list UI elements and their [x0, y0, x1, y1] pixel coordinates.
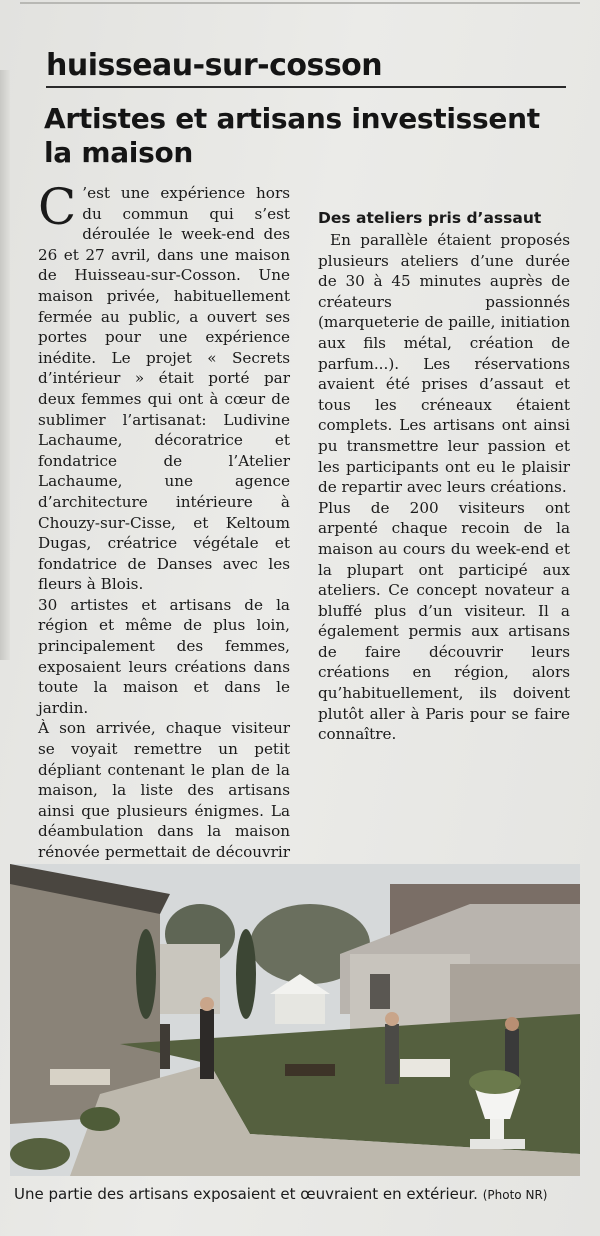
paragraph-arrival: À son arrivée, chaque visiteur se voyait remettre un petit dépliant contenant le plan de la maison, la liste des artisans ainsi que plusieurs énigmes. La déambulation dans la maison rénovée permettait de découvrir	[38, 719, 290, 861]
section-title: huisseau-sur-cosson	[46, 48, 383, 83]
paragraph-intro-text: ’est une expérience hors du commun qui s’est déroulée le week-end des 26 et 27 avril, dans une maison de Huisseau-sur-Cosson. Une maison privée, habituellement fermée au public, a ouvert ses portes pour une expérience inédite. Le projet « Secrets d’intérieur » était porté par deux femmes qui ont à cœur de sublimer l’artisanat: Ludivine Lachaume, décoratrice et fondatrice de l’Atelier Lachaume, une agence d’architecture intérieure à Chouzy-sur-Cisse, et Keltoum Dugas, créatrice végétale et fondatrice de Danses avec les fleurs à Blois.	[38, 184, 290, 594]
paragraph-workshops: En parallèle étaient proposés plusieurs ateliers d’une durée de 30 à 45 minutes auprès de créateurs passionnés (marqueterie de paille, initiation aux fils métal, création de parfum...). Les réservations avaient été prises d’assaut et tous les créneaux étaient complets. Les artisans ont ainsi pu transmettre leur passion et les participants ont eu le plaisir de repartir avec leurs créations.	[318, 231, 570, 497]
article-column-left	[38, 178, 290, 966]
drop-cap: C	[38, 178, 77, 236]
photo-credit: (Photo NR)	[482, 1188, 548, 1202]
caption-text: Une partie des artisans exposaient et œuvraient en extérieur.	[14, 1185, 478, 1203]
paragraph-exhibitors: 30 artistes et artisans de la région et même de plus loin, principalement des femmes, exposaient leurs créations dans toute la maison et dans le jardin.	[38, 595, 290, 717]
headline: Artistes et artisans investissent la maison	[44, 102, 540, 169]
garden-scene-illustration	[10, 864, 580, 1176]
paragraph-visitors: Plus de 200 visiteurs ont arpenté chaque recoin de la maison au cours du week-end et la plupart ont participé aux ateliers. Ce concept novateur a bluffé plus d’un visiteur. Il a également permis aux artisans de faire découvrir leurs créations en région, alors qu’habituellement, ils doivent plutôt aller à Paris pour se faire connaître.	[318, 498, 570, 744]
adjacent-page-edge	[0, 70, 10, 660]
article-photo	[10, 864, 580, 1176]
subhead: Des ateliers pris d’assaut	[318, 209, 542, 227]
photo-caption	[14, 1184, 574, 1205]
top-rule	[20, 2, 580, 4]
article-column-right	[318, 188, 570, 745]
section-header	[46, 48, 566, 88]
paragraph-intro	[38, 178, 290, 595]
